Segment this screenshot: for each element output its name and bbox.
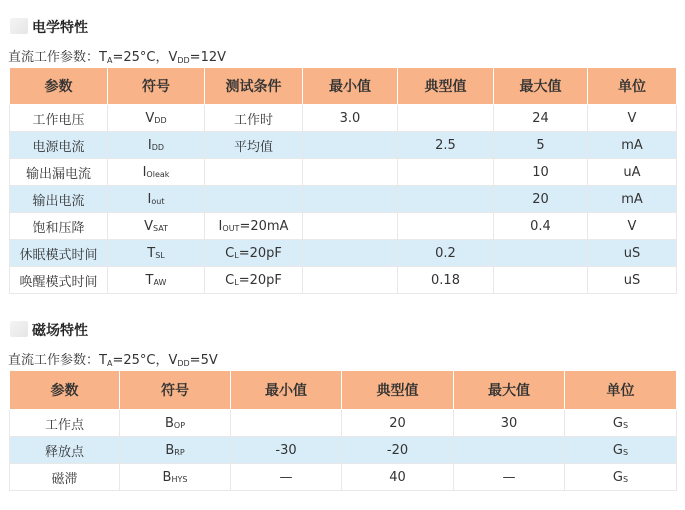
cell-min [303, 159, 398, 186]
header-unit: 单位 [565, 371, 677, 410]
cell-unit: $G_S$ [565, 410, 677, 437]
table-row [10, 186, 677, 213]
cell-param: 电源电流 [10, 132, 108, 159]
cell-max: 30 [454, 410, 565, 437]
cell-condition: 工作时 [205, 105, 303, 132]
header-max: 最大值 [494, 68, 588, 105]
cell-typ: 20 [342, 410, 454, 437]
cell-unit: $G_S$ [565, 437, 677, 464]
cell-max: 0.4 [494, 213, 588, 240]
cell-unit: mA [588, 186, 677, 213]
cell-min: -30 [231, 437, 342, 464]
cell-param: 饱和压降 [10, 213, 108, 240]
table-row [10, 267, 677, 294]
cell-max: 20 [494, 186, 588, 213]
header-symbol: 符号 [108, 68, 205, 105]
cell-symbol: $T_{AW}$ [108, 267, 205, 294]
cell-symbol: $B_{OP}$ [120, 410, 231, 437]
cell-min [303, 240, 398, 267]
header-max: 最大值 [454, 371, 565, 410]
table-header-row [10, 68, 677, 105]
cell-typ [398, 213, 494, 240]
cell-max [494, 240, 588, 267]
cell-typ [398, 105, 494, 132]
cell-symbol: $I_{Oleak}$ [108, 159, 205, 186]
cell-typ: 0.18 [398, 267, 494, 294]
header-param: 参数 [10, 371, 120, 410]
header-unit: 单位 [588, 68, 677, 105]
table-row [10, 105, 677, 132]
magnetic-spec-table [9, 370, 677, 491]
cell-param: 工作点 [10, 410, 120, 437]
table-row [10, 213, 677, 240]
cell-min [303, 213, 398, 240]
cell-param: 输出电流 [10, 186, 108, 213]
cell-condition [205, 186, 303, 213]
cell-typ: 0.2 [398, 240, 494, 267]
cell-min [303, 132, 398, 159]
cell-param: 休眠模式时间 [10, 240, 108, 267]
cell-typ [398, 159, 494, 186]
header-min: 最小值 [303, 68, 398, 105]
cell-min [303, 267, 398, 294]
cell-min: — [231, 464, 342, 491]
cell-max [494, 267, 588, 294]
cell-min: 3.0 [303, 105, 398, 132]
table-header-row [10, 371, 677, 410]
table-row [10, 132, 677, 159]
cell-typ: -20 [342, 437, 454, 464]
header-symbol: 符号 [120, 371, 231, 410]
cell-max: 10 [494, 159, 588, 186]
header-param: 参数 [10, 68, 108, 105]
cell-param: 磁滞 [10, 464, 120, 491]
header-min: 最小值 [231, 371, 342, 410]
cell-symbol: $I_{DD}$ [108, 132, 205, 159]
cell-min [231, 410, 342, 437]
electrical-section-title: 电学特性 [10, 17, 88, 37]
table-row [10, 437, 677, 464]
cell-condition [205, 159, 303, 186]
cell-param: 输出漏电流 [10, 159, 108, 186]
cell-max: — [454, 464, 565, 491]
electrical-spec-table [9, 67, 677, 294]
cell-unit: $G_S$ [565, 464, 677, 491]
header-typ: 典型值 [398, 68, 494, 105]
cell-unit: V [588, 213, 677, 240]
cell-min [303, 186, 398, 213]
cell-unit: uS [588, 240, 677, 267]
cell-symbol: $B_{RP}$ [120, 437, 231, 464]
cell-param: 工作电压 [10, 105, 108, 132]
cell-condition: $C_L=20pF$ [205, 240, 303, 267]
table-row [10, 464, 677, 491]
cell-unit: uS [588, 267, 677, 294]
cell-unit: V [588, 105, 677, 132]
header-typ: 典型值 [342, 371, 454, 410]
cell-condition: $I_{OUT}=20mA$ [205, 213, 303, 240]
table-row [10, 410, 677, 437]
cell-symbol: $V_{DD}$ [108, 105, 205, 132]
cell-condition: 平均值 [205, 132, 303, 159]
electrical-condition: 直流工作参数：$T_A=25^\circ C$，$V_{DD}=12V$ [8, 50, 226, 65]
cell-param: 释放点 [10, 437, 120, 464]
cell-symbol: $B_{HYS}$ [120, 464, 231, 491]
cell-symbol: $I_{out}$ [108, 186, 205, 213]
cell-symbol: $V_{SAT}$ [108, 213, 205, 240]
cell-max: 24 [494, 105, 588, 132]
cell-unit: uA [588, 159, 677, 186]
magnetic-section-title: 磁场特性 [10, 320, 88, 340]
cell-typ: 2.5 [398, 132, 494, 159]
header-test-condition: 测试条件 [205, 68, 303, 105]
cell-typ [398, 186, 494, 213]
table-row [10, 240, 677, 267]
cell-max: 5 [494, 132, 588, 159]
cell-unit: mA [588, 132, 677, 159]
cell-param: 唤醒模式时间 [10, 267, 108, 294]
cell-typ: 40 [342, 464, 454, 491]
cell-max [454, 437, 565, 464]
magnetic-condition: 直流工作参数：$T_A=25^\circ C$，$V_{DD}=5V$ [8, 353, 218, 368]
cell-condition: $C_L=20pF$ [205, 267, 303, 294]
table-row [10, 159, 677, 186]
cell-symbol: $T_{SL}$ [108, 240, 205, 267]
